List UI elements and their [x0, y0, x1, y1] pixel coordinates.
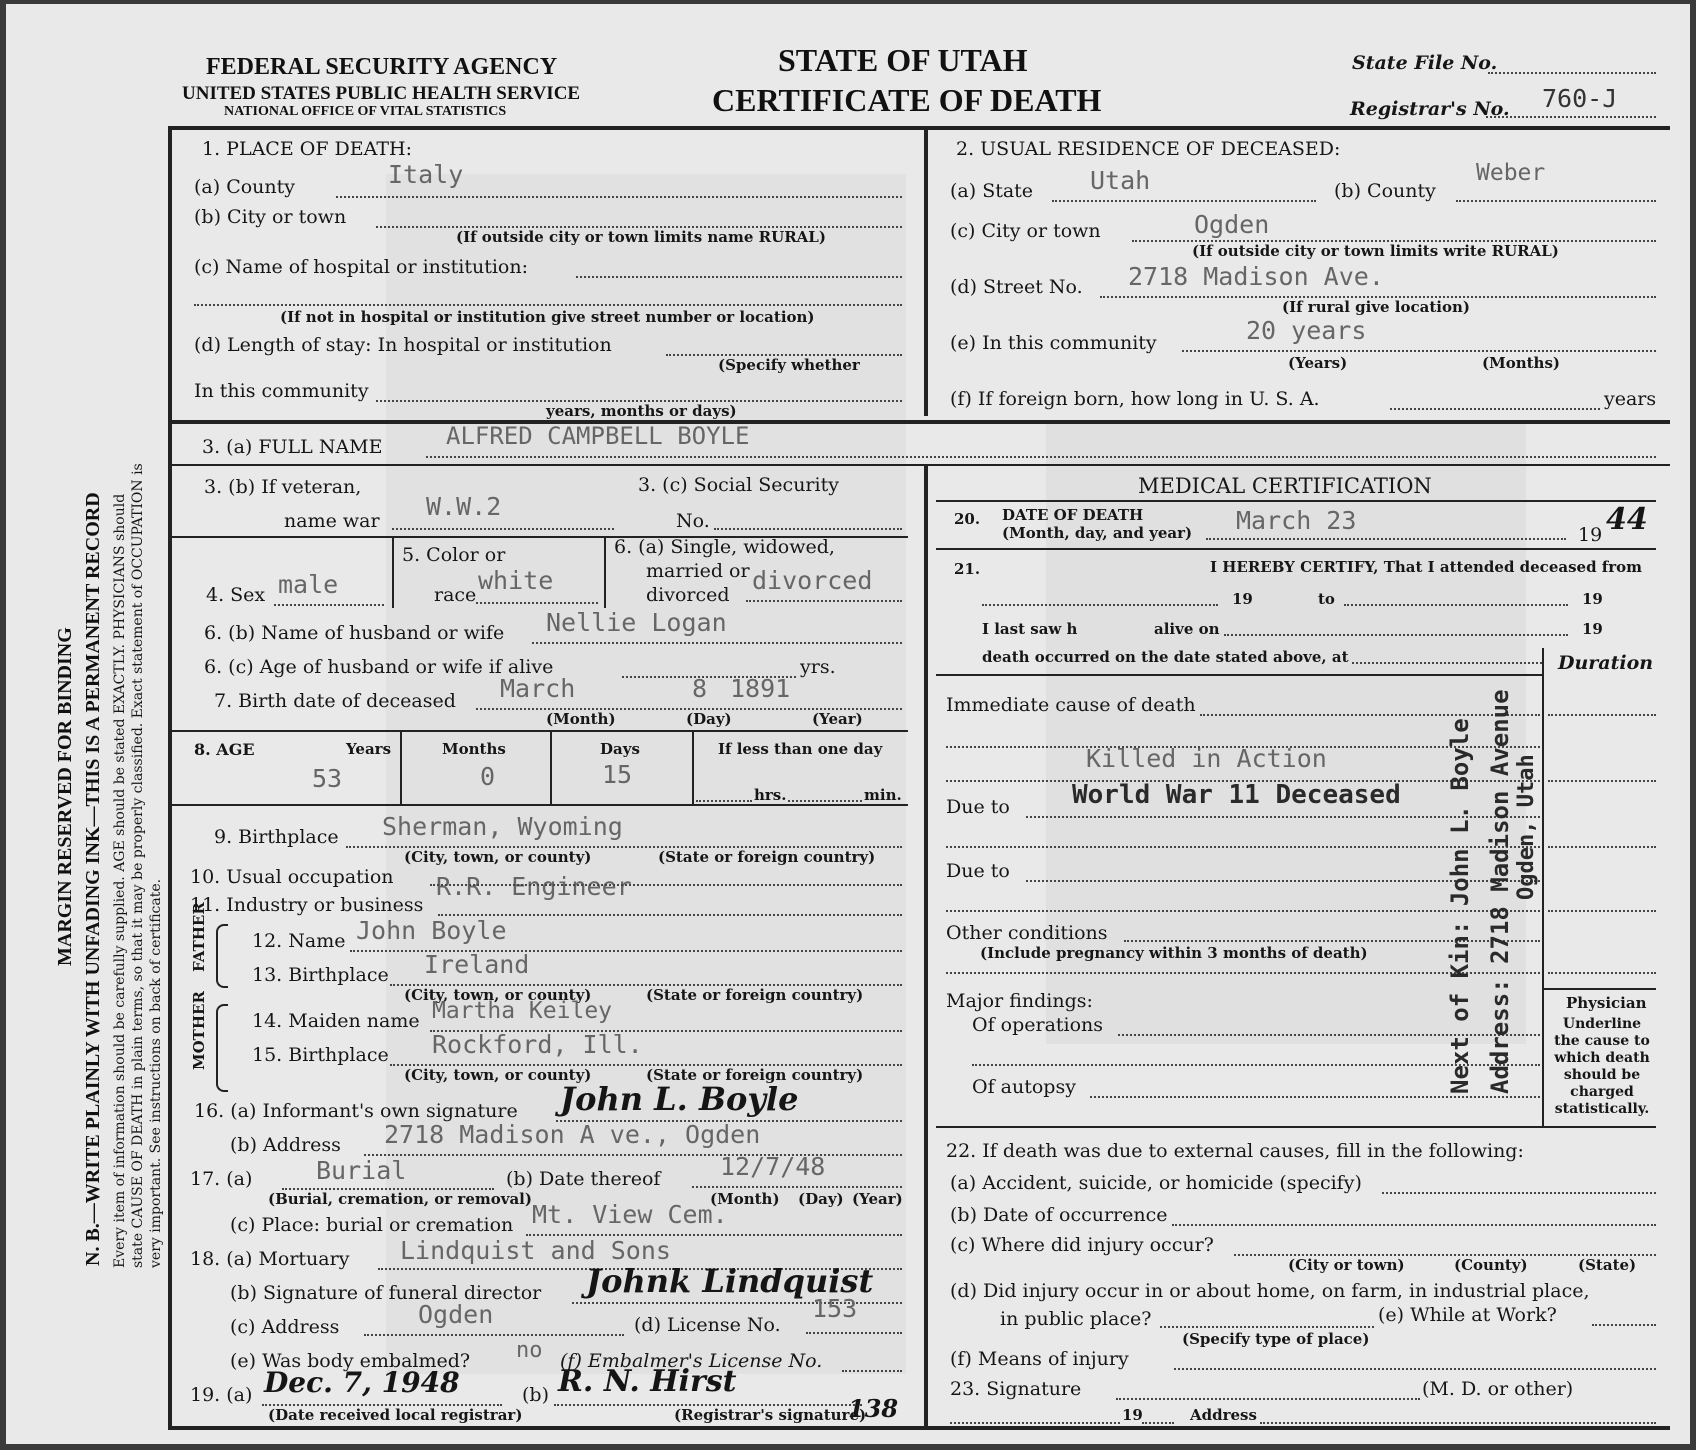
- registrar-date-note: (Date received local registrar): [268, 1406, 523, 1424]
- page-title: CERTIFICATE OF DEATH: [712, 82, 1102, 118]
- community-label: In this community: [194, 380, 369, 402]
- death-city-note: (If outside city or town limits name RURAL): [456, 228, 826, 246]
- industry-line: [438, 914, 902, 916]
- marital-label-1: 6. (a) Single, widowed,: [614, 536, 835, 558]
- res-foreign-suffix: years: [1604, 388, 1657, 410]
- birthplace-value: Sherman, Wyoming: [382, 812, 623, 841]
- informant-signature: John L. Boyle: [560, 1080, 799, 1118]
- color-value: white: [478, 566, 554, 595]
- external-b-line: [1172, 1224, 1656, 1226]
- mortuary-address-value: Ogden: [418, 1300, 494, 1329]
- external-d-line: [1160, 1326, 1374, 1328]
- spouse-line: [532, 642, 902, 644]
- res-years-note: (Years): [1288, 354, 1348, 372]
- state-title: STATE OF UTAH: [778, 42, 1028, 78]
- external-f-line: [1174, 1368, 1656, 1370]
- res-state-label: (a) State: [950, 180, 1034, 202]
- external-f-label: (f) Means of injury: [950, 1348, 1129, 1370]
- state-file-line: [1488, 72, 1656, 74]
- mortuary-label: 18. (a) Mortuary: [190, 1248, 350, 1270]
- mother-birthplace-value: Rockford, Ill.: [432, 1030, 643, 1059]
- ss-line: [714, 528, 902, 530]
- hospital-note: (If not in hospital or institution give street number or location): [280, 308, 815, 326]
- birth-month: March: [500, 674, 576, 703]
- burial-place-value: Mt. View Cem.: [532, 1200, 728, 1229]
- attended-to: to: [1318, 590, 1335, 608]
- cause-of-death-value: Killed in Action: [1086, 744, 1327, 773]
- res-county-line: [1456, 200, 1656, 202]
- external-e-line: [1592, 1324, 1656, 1326]
- disposition-date-label: (b) Date thereof: [506, 1168, 661, 1190]
- autopsy-line: [1090, 1096, 1540, 1098]
- death-date-label: DATE OF DEATH: [1002, 506, 1144, 524]
- sex-value: male: [278, 570, 339, 599]
- license-value: 153: [812, 1294, 858, 1323]
- license-line: [806, 1332, 902, 1334]
- age-label: 8. AGE: [194, 740, 255, 759]
- age-months-value: 0: [480, 762, 496, 791]
- registrar-number: 760-J: [1542, 84, 1618, 113]
- external-a-label: (a) Accident, suicide, or homicide (specify): [950, 1172, 1362, 1194]
- birthplace-label: 9. Birthplace: [214, 826, 339, 848]
- death-date-sublabel: (Month, day, and year): [1002, 524, 1193, 542]
- mother-bracket: [216, 1004, 228, 1092]
- frame-top: [168, 126, 1670, 130]
- mother-name-value: Martha Keiley: [432, 998, 613, 1024]
- death-date-num: 20.: [954, 510, 981, 528]
- physician-sig-line: [1116, 1398, 1420, 1400]
- license-label: (d) License No.: [634, 1314, 781, 1336]
- registrar-number-handwritten: 138: [848, 1394, 899, 1423]
- birth-day-note: (Day): [686, 710, 732, 728]
- age-months-label: Months: [442, 740, 506, 758]
- duration-line-3: [1548, 846, 1656, 848]
- disposition-note: (Burial, cremation, or removal): [268, 1190, 532, 1208]
- res-state-line: [1052, 200, 1316, 202]
- age-divider-3: [692, 730, 694, 804]
- city-stamp: Ogden, Utah: [1514, 754, 1539, 900]
- veteran-label-2: name war: [284, 510, 380, 532]
- death-city-label: (b) City or town: [194, 206, 347, 228]
- res-foreign-line: [1390, 408, 1600, 410]
- res-city-note: (If outside city or town limits write RURAL): [1192, 242, 1559, 260]
- physician-box-top: [1542, 988, 1656, 990]
- margin-binding-text: MARGIN RESERVED FOR BINDING: [54, 627, 76, 966]
- death-county-line: [336, 196, 902, 198]
- registrar-signature: R. N. Hirst: [558, 1364, 737, 1399]
- address-stamp: Address: 2718 Madison Avenue: [1486, 689, 1514, 1094]
- ss-label-1: 3. (c) Social Security: [638, 474, 839, 496]
- margin-instructions-1: Every item of information should be carefully supplied. AGE should be stated EXACTLY. PHYSICIANS should: [112, 493, 128, 1268]
- attended-to-19: 19: [1582, 590, 1603, 608]
- burial-place-label: (c) Place: burial or cremation: [230, 1214, 514, 1236]
- divider-name-row: [168, 464, 1670, 466]
- physician-title: Physician: [1566, 994, 1647, 1012]
- age-divider-1: [400, 730, 402, 804]
- industry-label: 11. Industry or business: [190, 894, 424, 916]
- registrar-label: Registrar's No.: [1350, 98, 1510, 120]
- external-b-label: (b) Date of occurrence: [950, 1204, 1168, 1226]
- full-name-value: ALFRED CAMPBELL BOYLE: [446, 422, 750, 450]
- immediate-cause-label: Immediate cause of death: [946, 694, 1196, 716]
- alive-on-label: alive on: [1154, 620, 1220, 638]
- registrar-sig-note: (Registrar's signature): [674, 1406, 867, 1424]
- margin-instructions-3: very important. See instructions on back of certificate.: [148, 878, 164, 1268]
- external-city-note: (City or town): [1288, 1256, 1405, 1274]
- disposition-year-note: (Year): [852, 1190, 903, 1208]
- other-conditions-note: (Include pregnancy within 3 months of death): [980, 944, 1368, 962]
- mother-side-label: MOTHER: [190, 991, 208, 1070]
- father-name-label: 12. Name: [252, 930, 346, 952]
- birth-year-note: (Year): [812, 710, 863, 728]
- frame-middle-lower: [924, 464, 928, 1426]
- registrar-date-label: 19. (a): [190, 1384, 253, 1406]
- duration-line-4: [1548, 910, 1656, 912]
- father-name-value: John Boyle: [356, 916, 507, 945]
- alive-on-19: 19: [1582, 620, 1603, 638]
- alive-on-line: [1224, 634, 1568, 636]
- mortuary-address-label: (c) Address: [230, 1316, 340, 1338]
- res-street-note: (If rural give location): [1282, 298, 1470, 316]
- duration-line-5: [1548, 972, 1656, 974]
- mother-birthplace-label: 15. Birthplace: [252, 1044, 389, 1066]
- external-d-note: (Specify type of place): [1182, 1330, 1370, 1348]
- occurred-label: death occurred on the date stated above, at: [982, 648, 1349, 666]
- due-to-label: Due to: [946, 796, 1010, 818]
- service-name: UNITED STATES PUBLIC HEALTH SERVICE: [182, 83, 581, 104]
- res-city-value: Ogden: [1194, 210, 1270, 239]
- mother-city-note: (City, town, or county): [404, 1066, 592, 1084]
- birthplace-state-note: (State or foreign country): [658, 848, 876, 866]
- sex-line: [274, 604, 384, 606]
- physician-date-line: [950, 1422, 1120, 1424]
- res-county-label: (b) County: [1334, 180, 1436, 202]
- stay-note: (Specify whether: [718, 356, 860, 374]
- ss-label-2: No.: [676, 510, 710, 532]
- external-c-label: (c) Where did injury occur?: [950, 1234, 1214, 1256]
- informant-address-label: (b) Address: [230, 1134, 341, 1156]
- birthplace-city-note: (City, town, or county): [404, 848, 592, 866]
- age-years-label: Years: [346, 740, 392, 758]
- age-days-value: 15: [602, 760, 633, 789]
- spouse-age-suffix: yrs.: [800, 656, 836, 678]
- margin-instructions-2: state CAUSE OF DEATH in plain terms, so that it may be properly classified. Exact statement of OCCUPATION is: [130, 463, 146, 1268]
- color-line: [476, 602, 598, 604]
- external-d-label-1: (d) Did injury occur in or about home, on farm, in industrial place,: [950, 1280, 1590, 1302]
- disposition-day-note: (Day): [798, 1190, 844, 1208]
- divider-sex-color: [392, 536, 394, 608]
- res-community-line: [1182, 350, 1656, 352]
- spouse-value: Nellie Logan: [546, 608, 727, 637]
- physician-address-label: Address: [1190, 1406, 1257, 1424]
- age-days-label: Days: [600, 740, 640, 758]
- director-label: (b) Signature of funeral director: [230, 1282, 542, 1304]
- divider-medical-heading: [936, 500, 1656, 502]
- occupation-value: R.R. Engineer: [436, 872, 632, 901]
- disposition-date-value: 12/7/48: [720, 1152, 826, 1181]
- duration-line-1: [1548, 714, 1656, 716]
- physician-sig-label: 23. Signature: [950, 1378, 1082, 1400]
- duration-divider: [1542, 648, 1544, 1126]
- age-hrs-line: [696, 800, 752, 802]
- external-state-note: (State): [1578, 1256, 1637, 1274]
- physician-date-19: 19: [1122, 1406, 1143, 1424]
- attended-from-19: 19: [1232, 590, 1253, 608]
- state-file-label: State File No.: [1352, 52, 1498, 74]
- disposition-date-line: [692, 1186, 902, 1188]
- res-street-label: (d) Street No.: [950, 276, 1083, 298]
- frame-left: [168, 126, 172, 1428]
- operations-line: [1118, 1034, 1540, 1036]
- death-county-label: (a) County: [194, 176, 296, 198]
- birth-year: 1891: [730, 674, 791, 703]
- place-of-death-heading: 1. PLACE OF DEATH:: [202, 138, 412, 160]
- veteran-line: [392, 528, 614, 530]
- informant-address-value: 2718 Madison A ve., Ogden: [384, 1120, 761, 1149]
- agency-name: FEDERAL SECURITY AGENCY: [206, 54, 558, 80]
- color-label-2: race: [434, 584, 477, 606]
- hospital-label: (c) Name of hospital or institution:: [194, 256, 529, 278]
- mother-name-label: 14. Maiden name: [252, 1010, 420, 1032]
- external-d-label-2: in public place?: [1000, 1308, 1152, 1330]
- res-city-label: (c) City or town: [950, 220, 1101, 242]
- other-conditions-label: Other conditions: [946, 922, 1108, 944]
- occupation-line: [430, 884, 902, 886]
- director-signature: Johnk Lindquist: [586, 1262, 874, 1300]
- color-label-1: 5. Color or: [402, 544, 506, 566]
- physician-sig-suffix: (M. D. or other): [1422, 1378, 1574, 1400]
- registrar-line: [1486, 116, 1656, 118]
- registrar-sig-label: (b): [522, 1384, 549, 1406]
- divider-death-date: [936, 548, 1656, 550]
- autopsy-label: Of autopsy: [972, 1076, 1076, 1098]
- operations-label: Of operations: [972, 1014, 1104, 1036]
- disposition-label: 17. (a): [190, 1168, 253, 1190]
- res-state-value: Utah: [1090, 166, 1151, 195]
- divider-causes-top: [936, 674, 1542, 676]
- death-county-value: Italy: [388, 160, 464, 189]
- age-hrs-label: hrs.: [754, 786, 787, 804]
- informant-signature-label: 16. (a) Informant's own signature: [194, 1100, 518, 1122]
- disposition-value: Burial: [316, 1156, 407, 1185]
- last-saw-label: I last saw h: [982, 620, 1078, 638]
- certify-num: 21.: [954, 560, 981, 578]
- office-name: NATIONAL OFFICE OF VITAL STATISTICS: [224, 104, 507, 119]
- attended-from-line: [982, 604, 1218, 606]
- death-date-value: March 23: [1236, 506, 1357, 535]
- hospital-line-2: [194, 304, 902, 306]
- marital-line: [746, 600, 902, 602]
- marital-label-2: married or: [646, 560, 750, 582]
- external-a-line: [1382, 1192, 1656, 1194]
- disposition-month-note: (Month): [710, 1190, 780, 1208]
- external-e-label: (e) While at Work?: [1378, 1304, 1557, 1326]
- divider-section-3: [168, 420, 1670, 424]
- res-community-value: 20 years: [1246, 316, 1367, 345]
- res-community-label: (e) In this community: [950, 332, 1157, 354]
- age-less-label: If less than one day: [718, 740, 883, 758]
- age-divider-2: [550, 730, 552, 804]
- sex-label: 4. Sex: [206, 584, 266, 606]
- full-name-label: 3. (a) FULL NAME: [202, 436, 383, 458]
- next-of-kin-stamp: Next of Kin: John L. Boyle: [1446, 718, 1474, 1094]
- mortuary-value: Lindquist and Sons: [400, 1236, 671, 1265]
- divider-causes-bottom: [936, 1126, 1656, 1128]
- age-years-value: 53: [312, 764, 343, 793]
- father-bracket: [216, 924, 228, 988]
- other-conditions-line: [1124, 940, 1540, 942]
- mortuary-address-line: [364, 1334, 624, 1336]
- veteran-label-1: 3. (b) If veteran,: [204, 476, 362, 498]
- embalmer-line: [842, 1370, 902, 1372]
- birth-month-note: (Month): [546, 710, 616, 728]
- medical-heading: MEDICAL CERTIFICATION: [1138, 474, 1432, 498]
- death-date-line: [1206, 538, 1566, 540]
- frame-bottom: [168, 1426, 1670, 1430]
- embalmed-value: no: [516, 1338, 543, 1363]
- age-min-line: [788, 800, 862, 802]
- res-months-note: (Months): [1482, 354, 1560, 372]
- death-certificate: [6, 4, 1690, 1444]
- res-foreign-label: (f) If foreign born, how long in U. S. A.: [950, 388, 1320, 410]
- spouse-label: 6. (b) Name of husband or wife: [204, 622, 505, 644]
- full-name-line: [426, 456, 1656, 458]
- birth-date-label: 7. Birth date of deceased: [214, 690, 456, 712]
- physician-date-line-2: [1142, 1422, 1174, 1424]
- attended-to-line: [1344, 604, 1568, 606]
- divider-color-marital: [604, 536, 606, 608]
- marital-value: divorced: [752, 566, 873, 595]
- duration-label: Duration: [1558, 652, 1654, 674]
- age-min-label: min.: [864, 786, 902, 804]
- external-heading: 22. If death was due to external causes, fill in the following:: [946, 1140, 1524, 1162]
- death-year-value: 44: [1606, 502, 1648, 537]
- embalmer-license-label: (f) Embalmer's License No.: [560, 1350, 823, 1372]
- due-to-label-2: Due to: [946, 860, 1010, 882]
- veteran-value: W.W.2: [426, 492, 502, 521]
- physician-note: Underline the cause to which death should be charged statistically.: [1554, 1016, 1650, 1117]
- registrar-date-value: Dec. 7, 1948: [264, 1366, 460, 1399]
- divider-age-bottom: [168, 804, 908, 806]
- certify-text: I HEREBY CERTIFY, That I attended deceased from: [1210, 558, 1643, 576]
- stay-label: (d) Length of stay: In hospital or institution: [194, 334, 612, 356]
- spouse-age-label: 6. (c) Age of husband or wife if alive: [204, 656, 554, 678]
- birth-day: 8: [692, 674, 708, 703]
- duration-line-2: [1548, 780, 1656, 782]
- physician-address-line: [1260, 1422, 1656, 1424]
- father-birthplace-value: Ireland: [424, 950, 530, 979]
- occurred-line: [1352, 662, 1542, 664]
- mother-state-note: (State or foreign country): [646, 1066, 864, 1084]
- frame-middle: [924, 126, 928, 416]
- divider-age-top: [168, 730, 908, 732]
- residence-heading: 2. USUAL RESIDENCE OF DECEASED:: [956, 138, 1341, 160]
- father-birthplace-label: 13. Birthplace: [252, 964, 389, 986]
- res-street-value: 2718 Madison Ave.: [1128, 262, 1384, 291]
- father-city-note: (City, town, or county): [404, 986, 592, 1004]
- death-year-prefix: 19: [1578, 524, 1603, 546]
- due-to-value: World War 11 Deceased: [1072, 780, 1401, 810]
- father-side-label: FATHER: [190, 902, 208, 972]
- father-state-note: (State or foreign country): [646, 986, 864, 1004]
- margin-permanent-text: N. B.—WRITE PLAINLY WITH UNFADING INK—THIS IS A PERMANENT RECORD: [82, 492, 104, 1266]
- embalmed-label: (e) Was body embalmed?: [230, 1350, 471, 1372]
- hospital-line: [576, 276, 902, 278]
- res-county-value: Weber: [1476, 160, 1546, 186]
- external-county-note: (County): [1454, 1256, 1528, 1274]
- occupation-label: 10. Usual occupation: [190, 866, 394, 888]
- marital-label-3: divorced: [646, 584, 730, 606]
- community-note: years, months or days): [546, 402, 737, 420]
- major-findings-label: Major findings:: [946, 990, 1093, 1012]
